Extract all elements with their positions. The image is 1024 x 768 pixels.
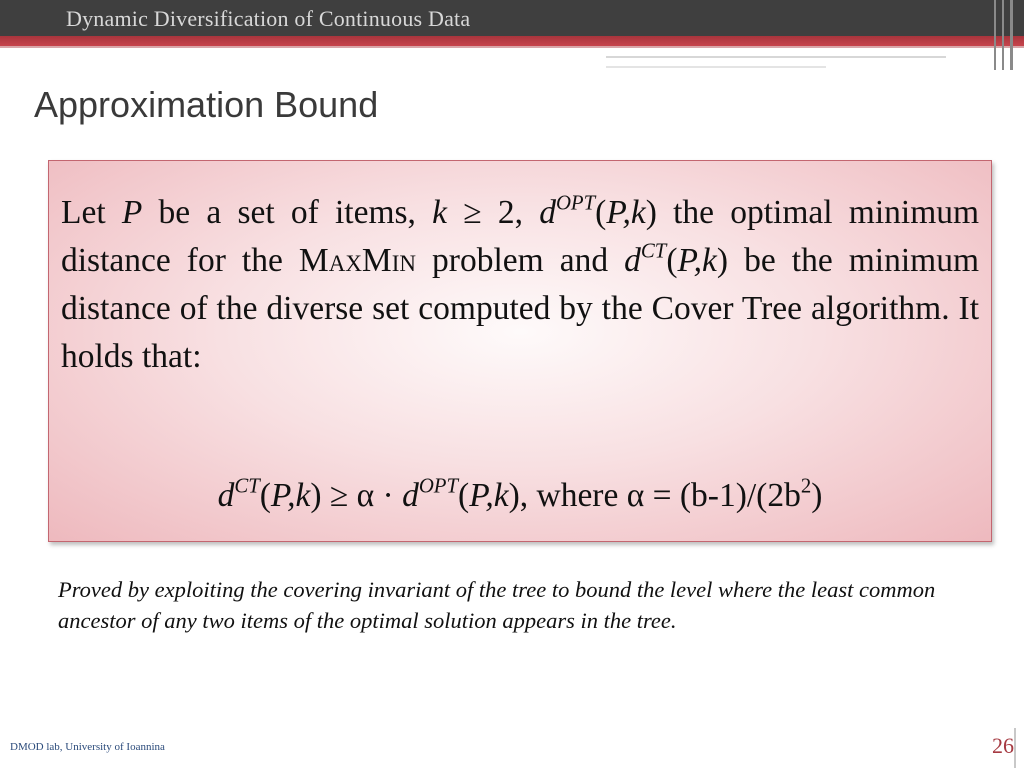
decor-vline-1 <box>994 0 996 70</box>
footer-affiliation: DMOD lab, University of Ioannina <box>10 741 165 753</box>
var-d-ct: $d^{CT}$ <box>624 239 667 279</box>
decor-line-2 <box>606 66 826 68</box>
footer-vbar <box>1014 728 1016 768</box>
decor-vline-3 <box>1010 0 1013 70</box>
maxmin-label: MaxMin <box>298 242 416 279</box>
decor-line-1 <box>606 56 946 58</box>
header-red-band <box>0 36 1024 46</box>
text-geq2: ≥ 2, <box>463 194 523 231</box>
var-P: P <box>121 194 143 231</box>
proof-note: Proved by exploiting the covering invariant of the tree to bound the level where the least common ancestor of any two items of the optimal solution appears in the tree. <box>58 577 936 633</box>
text-be-set: be a set of items, <box>158 194 416 231</box>
bound-formula: $d^{CT}(P,k) \ge \alpha \cdot d^{OPT}(P,k)$, where $\alpha = (b-1)/(2b^2)$ <box>217 474 823 514</box>
slide-title: Approximation Bound <box>34 84 379 125</box>
theorem-box <box>48 160 992 542</box>
var-k: k <box>432 194 448 231</box>
deck-title: Dynamic Diversification of Continuous Data <box>66 6 471 31</box>
text-problem-and: problem and <box>432 242 609 279</box>
var-d-opt: $d^{OPT}$ <box>539 191 596 231</box>
header-red-band-light <box>0 46 1024 48</box>
page-number: 26 <box>992 733 1014 758</box>
theorem-text: Let P be a set of items, k ≥ 2, $d^{OPT}(P,k)$ the optimal minimum distance for the MaxMin problem and $d^{CT}(P,k)$ be the minimum distance of the diverse set computed by the Cover Tree algorithm. It holds that: <box>61 191 980 375</box>
var-pk-2: P,k <box>677 242 717 279</box>
var-pk: P,k <box>606 194 646 231</box>
word-let: Let <box>61 194 106 231</box>
text-optimal: the optimal minimum distance for the <box>61 194 980 279</box>
text-rest: be the minimum distance of the diverse set computed by the Cover Tree algorithm. It holds that: <box>61 242 980 375</box>
decor-vline-2 <box>1002 0 1004 70</box>
